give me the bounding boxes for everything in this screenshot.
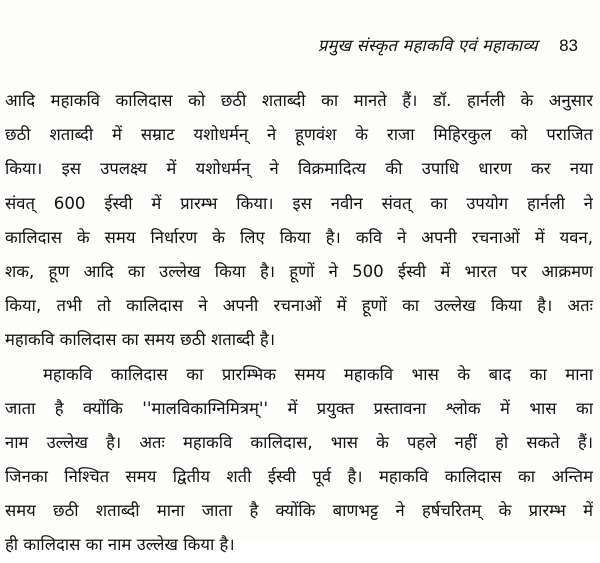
text-line: महाकवि कालिदास का समय छठी शताब्दी है। [5, 330, 276, 350]
chapter-title: प्रमुख संस्कृत महाकवि एवं महाकाव्य [317, 36, 538, 55]
body-text [5, 84, 593, 563]
text-line: नाम उल्लेख है। अतः महाकवि कालिदास, भास के पहले नहीं हो सकते हैं। [5, 432, 593, 452]
text-line: महाकवि कालिदास का प्रारम्भिक समय महाकवि भास के बाद का माना [43, 364, 593, 384]
page-number: 83 [559, 36, 578, 55]
text-line: छठी शताब्दी में सम्राट यशोधर्मन् ने हूणवंश के राजा मिहिरकुल को पराजित [5, 125, 593, 145]
text-line: किया। इस उपलक्ष्य में यशोधर्मन् ने विक्रमादित्य की उपाधि धारण कर नया [5, 159, 593, 179]
running-header [318, 35, 578, 57]
text-line: शक, हूण आदि का उल्लेख किया है। हूणों ने 500 ईस्वी में भारत पर आक्रमण [5, 261, 593, 281]
text-line: जाता है क्योंकि ''मालविकाग्निमित्रम्'' में प्रयुक्त प्रस्तावना श्लोक में भास का [5, 398, 593, 418]
text-line: आदि महाकवि कालिदास को छठी शताब्दी का मानते हैं। डॉ. हार्नली के अनुसार [5, 91, 593, 110]
text-line: किया, तभी तो कालिदास ने अपनी रचनाओं में हूणों का उल्लेख किया है। अतः [5, 296, 593, 316]
paragraph-2 [5, 358, 593, 563]
text-line: जिनका निश्चित समय द्वितीय शती ईस्वी पूर्व है। महाकवि कालिदास का अन्तिम [5, 467, 593, 487]
text-line: ही कालिदास का नाम उल्लेख किया है। [5, 535, 235, 555]
text-line: संवत् 600 ईस्वी में प्रारम्भ किया। इस नवीन संवत् का उपयोग हार्नली ने [5, 193, 593, 213]
text-line: समय छठी शताब्दी माना जाता है क्योंकि बाणभट्ट ने हर्षचरितम् के प्रारम्भ में [5, 501, 593, 521]
paragraph-1 [5, 84, 593, 358]
text-line: कालिदास के समय निर्धारण के लिए किया है। कवि ने अपनी रचनाओं में यवन, [5, 227, 593, 247]
